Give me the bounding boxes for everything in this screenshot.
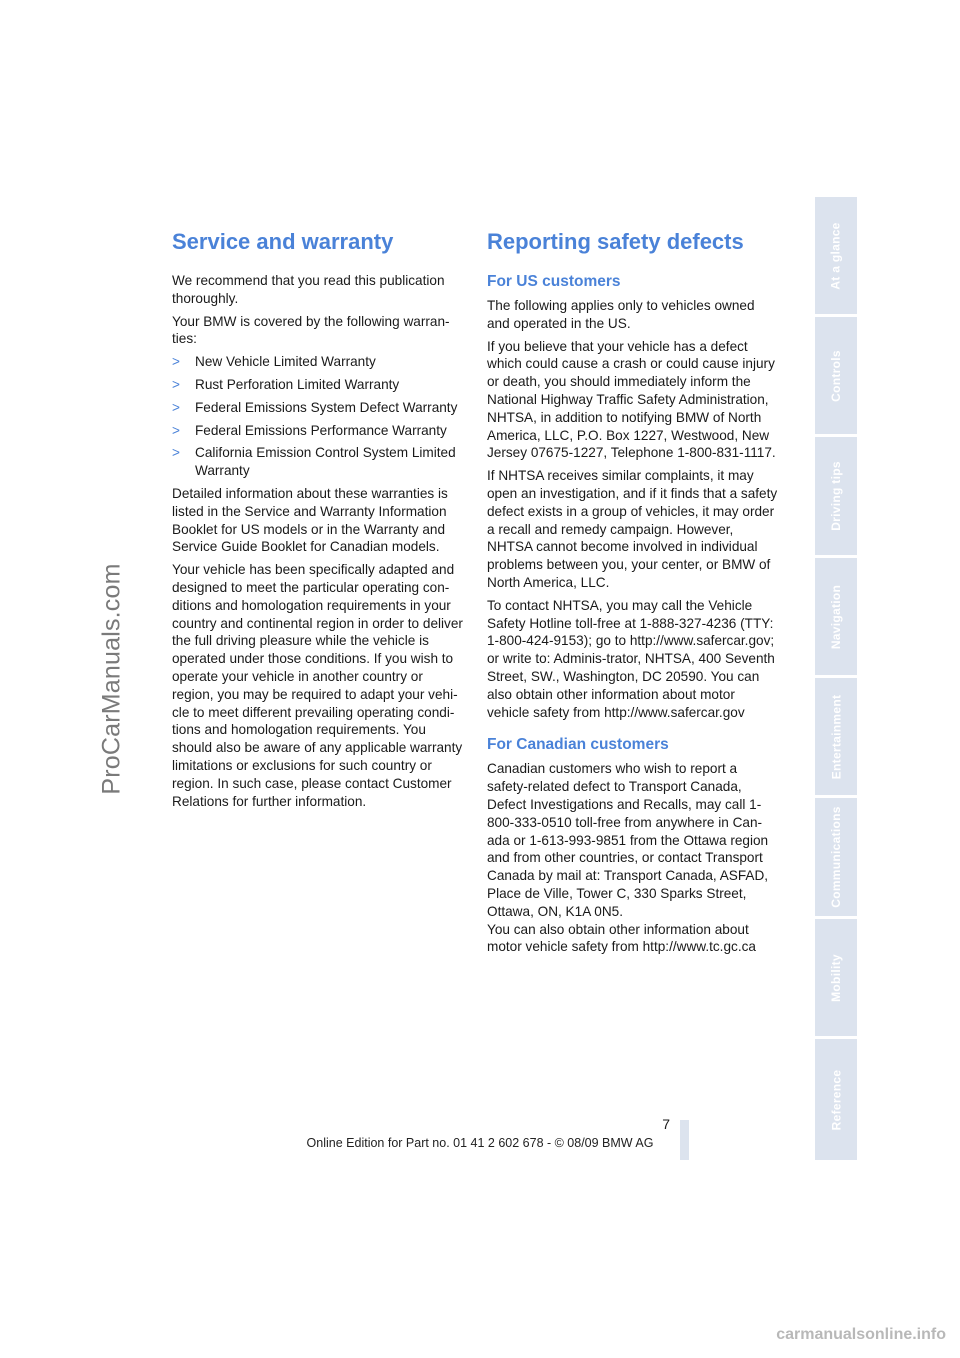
canadian-customers-heading: For Canadian customers	[487, 736, 669, 754]
service-warranty-section	[172, 228, 464, 815]
warranty-item: > California Emission Control System Limited Warranty	[172, 445, 456, 479]
footer-edition: Online Edition for Part no. 01 41 2 602 678 - © 08/09 BMW AG	[306, 1136, 654, 1150]
bottom-watermark: carmanualsonline.info	[776, 1326, 946, 1343]
us-paragraph-1: The following applies only to vehicles owned and operated in the US.	[487, 298, 755, 331]
bullet-arrow-icon: >	[172, 376, 180, 392]
warranty-list	[172, 353, 464, 480]
us-customers-heading: For US customers	[487, 273, 621, 290]
bullet-arrow-icon: >	[172, 399, 180, 415]
warranty-item: > New Vehicle Limited Warranty	[172, 354, 376, 370]
bullet-arrow-icon: >	[172, 445, 180, 461]
tab-driving-tips[interactable]: Driving tips	[815, 437, 857, 555]
covered-paragraph: Your BMW is covered by the following warran-ties:	[172, 313, 450, 347]
tab-mobility[interactable]: Mobility	[815, 919, 857, 1036]
tab-communications[interactable]: Communications	[815, 798, 857, 916]
intro-paragraph: We recommend that you read this publication thoroughly.	[172, 273, 445, 306]
canada-paragraph-2: You can also obtain other information about motor vehicle safety from http://www.tc.gc.ca	[487, 921, 756, 955]
bullet-arrow-icon: >	[172, 354, 180, 370]
service-warranty-title: Service and warranty	[172, 229, 394, 254]
tab-reference[interactable]: Reference	[815, 1039, 857, 1160]
tab-navigation[interactable]: Navigation	[815, 558, 857, 675]
page-number: 7	[662, 1116, 670, 1132]
tab-controls[interactable]: Controls	[815, 317, 857, 434]
tab-entertainment[interactable]: Entertainment	[815, 678, 857, 795]
safety-defects-section	[487, 228, 779, 961]
safety-defects-title: Reporting safety defects	[487, 229, 744, 254]
adapted-paragraph: Your vehicle has been specifically adapted and designed to meet the particular operating con-ditions and homologation requirements in your country and continental region in order to deliver the full driving pleasure while the vehicle is operated under those conditions. If you wish to operate your vehicle in another country or region, you may be required to adapt your vehi-cle to meet different prevailing operating condi-tions and homologation requirements. You should also be aware of any applicable warranty limitations or exclusions for such country or region. In such case, please contact Customer Relations for further information.	[172, 562, 463, 809]
detail-paragraph: Detailed information about these warranties is listed in the Service and Warranty Information Booklet for US models or in the Warranty and Service Guide Booklet for Canadian models.	[172, 485, 448, 555]
warranty-item: > Rust Perforation Limited Warranty	[172, 376, 400, 392]
bullet-arrow-icon: >	[172, 422, 180, 438]
side-watermark: ProCarManuals.com	[97, 563, 126, 795]
us-paragraph-2: If you believe that your vehicle has a defect which could cause a crash or could cause injury or death, you should immediately inform the National Highway Traffic Safety Administration, NHTSA, in addition to notifying BMW of North America, LLC, P.O. Box 1227, Westwood, New Jersey 07675-1227, Telephone 1-800-831-1117.	[487, 338, 776, 461]
warranty-item: > Federal Emissions Performance Warranty	[172, 422, 447, 438]
warranty-item: > Federal Emissions System Defect Warranty	[172, 399, 458, 415]
us-paragraph-3: If NHTSA receives similar complaints, it may open an investigation, and if it finds that a safety defect exists in a group of vehicles, it may order a recall and remedy campaign. However, NHTSA cannot become involved in individual problems between you, your center, or BMW of North America, LLC.	[487, 468, 778, 590]
tab-at-a-glance[interactable]: At a glance	[815, 197, 857, 314]
us-paragraph-4: To contact NHTSA, you may call the Vehicle Safety Hotline toll-free at 1-888-327-4236 (TTY: 1-800-424-9153); go to http://www.safercar.gov; or write to: Adminis-trator, NHTSA, 400 Seventh Street, SW., Washington, DC 20590. You can also obtain other information about motor vehicle safety from http://www.safercar.gov	[487, 597, 775, 720]
chapter-tabs	[815, 197, 857, 1160]
canada-paragraph-1: Canadian customers who wish to report a safety-related defect to Transport Canada, Defect Investigations and Recalls, may call 1-800-333-0510 toll-free from anywhere in Can-ada or 1-613-993-9851 from the Ottawa region and from other countries, or contact Transport Canada by mail at: Transport Canada, ASFAD, Place de Ville, Tower C, 330 Sparks Street, Ottawa, ON, K1A 0N5.	[487, 761, 769, 919]
